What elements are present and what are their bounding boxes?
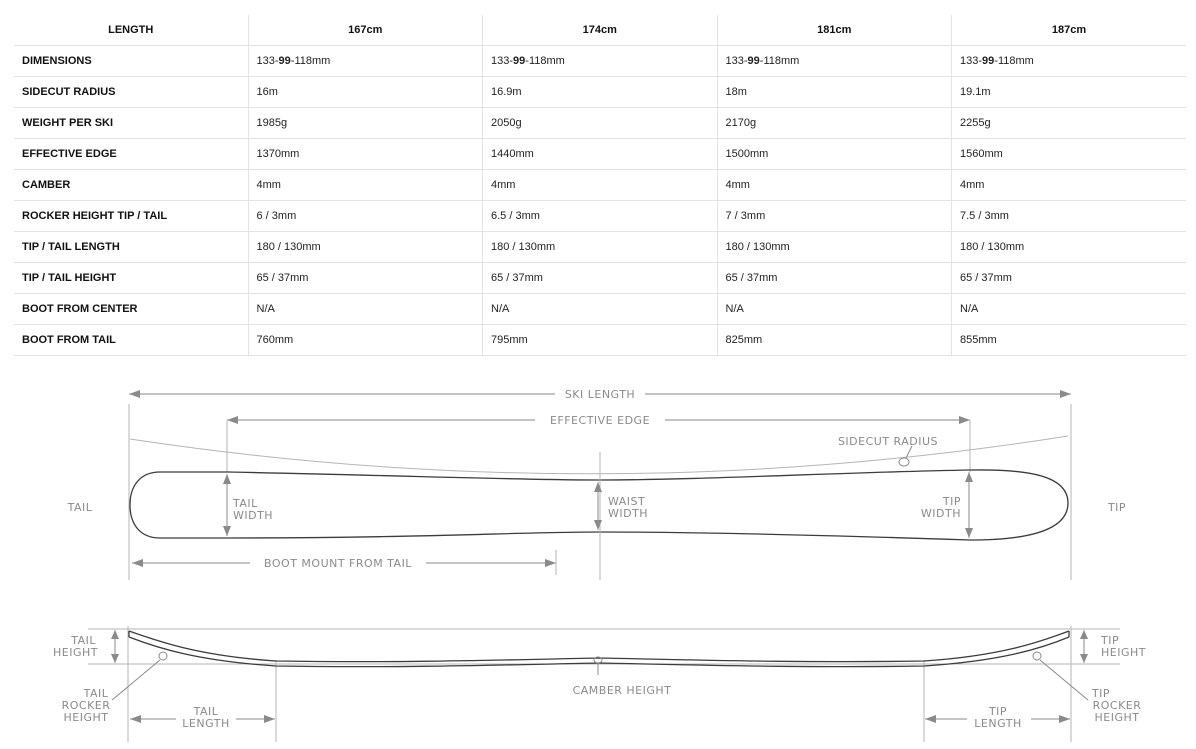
waist-width-label: WAIST (608, 495, 646, 508)
waist-width-value: 99 (747, 55, 760, 67)
arrowhead (1059, 715, 1070, 723)
table-row (14, 294, 1186, 325)
ski-length-label: SKI LENGTH (564, 388, 636, 401)
table-cell: 4mm (248, 170, 483, 201)
tail-rocker-marker (159, 652, 167, 660)
table-cell: 4mm (483, 170, 718, 201)
tail-length-label: LENGTH (182, 717, 230, 730)
table-cell: 1985g (248, 108, 483, 139)
tip-height-label: HEIGHT (1101, 646, 1146, 659)
arrowhead (1080, 654, 1088, 663)
arrowhead (965, 528, 973, 538)
table-row (14, 263, 1186, 294)
camber-height-label: CAMBER HEIGHT (572, 684, 672, 697)
table-cell: 65 / 37mm (952, 263, 1187, 294)
tip-label: TIP (1107, 501, 1127, 514)
tail-height-label: HEIGHT (53, 646, 98, 659)
ski-profile-bottom (129, 637, 1069, 667)
row-label: EFFECTIVE EDGE (14, 139, 248, 170)
sidecut-radius-label: SIDECUT RADIUS (837, 435, 939, 448)
table-cell: 2170g (717, 108, 952, 139)
table-cell: 16m (248, 77, 483, 108)
table-cell: 65 / 37mm (248, 263, 483, 294)
length-header: LENGTH (14, 15, 248, 46)
row-label: TIP / TAIL LENGTH (14, 232, 248, 263)
arrowhead (264, 715, 275, 723)
length-column-header: 187cm (952, 15, 1187, 46)
tip-rocker-label: HEIGHT (1094, 711, 1140, 724)
tip-rocker-label: ROCKER (1092, 699, 1142, 712)
table-cell: 4mm (717, 170, 952, 201)
table-cell: N/A (248, 294, 483, 325)
row-label: DIMENSIONS (14, 46, 248, 77)
table-cell: 6.5 / 3mm (483, 201, 718, 232)
sidecut-radius-marker (899, 458, 909, 466)
table-row (14, 139, 1186, 170)
table-cell: 180 / 130mm (483, 232, 718, 263)
tip-rocker-marker (1033, 652, 1041, 660)
row-label: TIP / TAIL HEIGHT (14, 263, 248, 294)
row-label: WEIGHT PER SKI (14, 108, 248, 139)
dimension-part: -118mm (290, 55, 331, 67)
row-label: BOOT FROM CENTER (14, 294, 248, 325)
dimension-part: 133- (725, 55, 748, 67)
table-cell: 1440mm (483, 139, 718, 170)
leader-line (112, 660, 160, 700)
tail-rocker-label: HEIGHT (63, 711, 109, 724)
table-cell: N/A (483, 294, 718, 325)
table-cell: 760mm (248, 325, 483, 356)
table-cell: 2050g (483, 108, 718, 139)
arrowhead (223, 526, 231, 536)
table-row (14, 46, 1186, 77)
table-row (14, 325, 1186, 356)
table-row (14, 77, 1186, 108)
table-cell: 65 / 37mm (483, 263, 718, 294)
header-row (14, 15, 1186, 46)
table-cell: 7 / 3mm (717, 201, 952, 232)
arrowhead (1080, 630, 1088, 639)
table-cell: 180 / 130mm (952, 232, 1187, 263)
table-row (14, 108, 1186, 139)
table-cell (717, 46, 952, 77)
table-cell: N/A (717, 294, 952, 325)
table-cell: 1560mm (952, 139, 1187, 170)
table-cell: 65 / 37mm (717, 263, 952, 294)
table-cell: 855mm (952, 325, 1187, 356)
dimension-part: 133- (960, 55, 983, 67)
tail-width-label: TAIL (233, 497, 258, 510)
table-cell: 795mm (483, 325, 718, 356)
tip-length-label: TIP (988, 705, 1008, 718)
tail-height-label: TAIL (71, 634, 96, 647)
tail-label: TAIL (67, 501, 93, 514)
table-cell: 16.9m (483, 77, 718, 108)
table-cell: 4mm (952, 170, 1187, 201)
arrowhead (130, 715, 141, 723)
tail-length-label: TAIL (193, 705, 219, 718)
row-label: BOOT FROM TAIL (14, 325, 248, 356)
length-column-header: 174cm (483, 15, 718, 46)
boot-mount-label: BOOT MOUNT FROM TAIL (264, 557, 412, 570)
tip-length-label: LENGTH (974, 717, 1022, 730)
arrowhead (959, 416, 970, 424)
tail-rocker-label: TAIL (83, 687, 109, 700)
table-cell: 6 / 3mm (248, 201, 483, 232)
arrowhead (1060, 390, 1071, 398)
row-label: SIDECUT RADIUS (14, 77, 248, 108)
arrowhead (925, 715, 936, 723)
ski-diagram (0, 360, 1196, 749)
arrowhead (223, 474, 231, 484)
table-cell (483, 46, 718, 77)
length-column-header: 167cm (248, 15, 483, 46)
arrowhead (545, 559, 556, 567)
dimension-part: 133- (491, 55, 514, 67)
table-cell: 180 / 130mm (717, 232, 952, 263)
tail-width-label: WIDTH (233, 509, 274, 522)
effective-edge-label: EFFECTIVE EDGE (549, 414, 651, 427)
waist-width-label: WIDTH (608, 507, 649, 520)
table-cell: 825mm (717, 325, 952, 356)
table-cell (248, 46, 483, 77)
tip-height-label: TIP (1101, 634, 1120, 647)
waist-width-value: 99 (513, 55, 526, 67)
dimension-part: -118mm (525, 55, 565, 67)
ski-outline-top (130, 470, 1068, 540)
table-cell: N/A (952, 294, 1187, 325)
table-row (14, 170, 1186, 201)
tip-width-label: TIP (942, 495, 961, 508)
waist-width-value: 99 (982, 55, 995, 67)
waist-width-value: 99 (278, 55, 291, 67)
dimension-part: -118mm (994, 55, 1034, 67)
arrowhead (129, 390, 140, 398)
tip-width-label: WIDTH (920, 507, 961, 520)
table-cell: 19.1m (952, 77, 1187, 108)
dimension-part: 133- (256, 55, 279, 67)
row-label: CAMBER (14, 170, 248, 201)
arrowhead (965, 472, 973, 482)
tip-rocker-label: TIP (1091, 687, 1111, 700)
length-column-header: 181cm (717, 15, 952, 46)
row-label: ROCKER HEIGHT TIP / TAIL (14, 201, 248, 232)
arrowhead (111, 630, 119, 639)
arrowhead (227, 416, 238, 424)
arrowhead (111, 654, 119, 663)
table-row (14, 232, 1186, 263)
table-row (14, 201, 1186, 232)
dimension-part: -118mm (759, 55, 800, 67)
table-cell: 1370mm (248, 139, 483, 170)
table-cell: 7.5 / 3mm (952, 201, 1187, 232)
tail-rocker-label: ROCKER (61, 699, 111, 712)
arrowhead (594, 482, 602, 492)
table-cell: 1500mm (717, 139, 952, 170)
table-cell: 180 / 130mm (248, 232, 483, 263)
table-cell: 2255g (952, 108, 1187, 139)
table-cell (952, 46, 1187, 77)
leader-line (1040, 660, 1088, 700)
arrowhead (594, 520, 602, 530)
spec-table (14, 15, 1186, 356)
arrowhead (132, 559, 143, 567)
table-cell: 18m (717, 77, 952, 108)
